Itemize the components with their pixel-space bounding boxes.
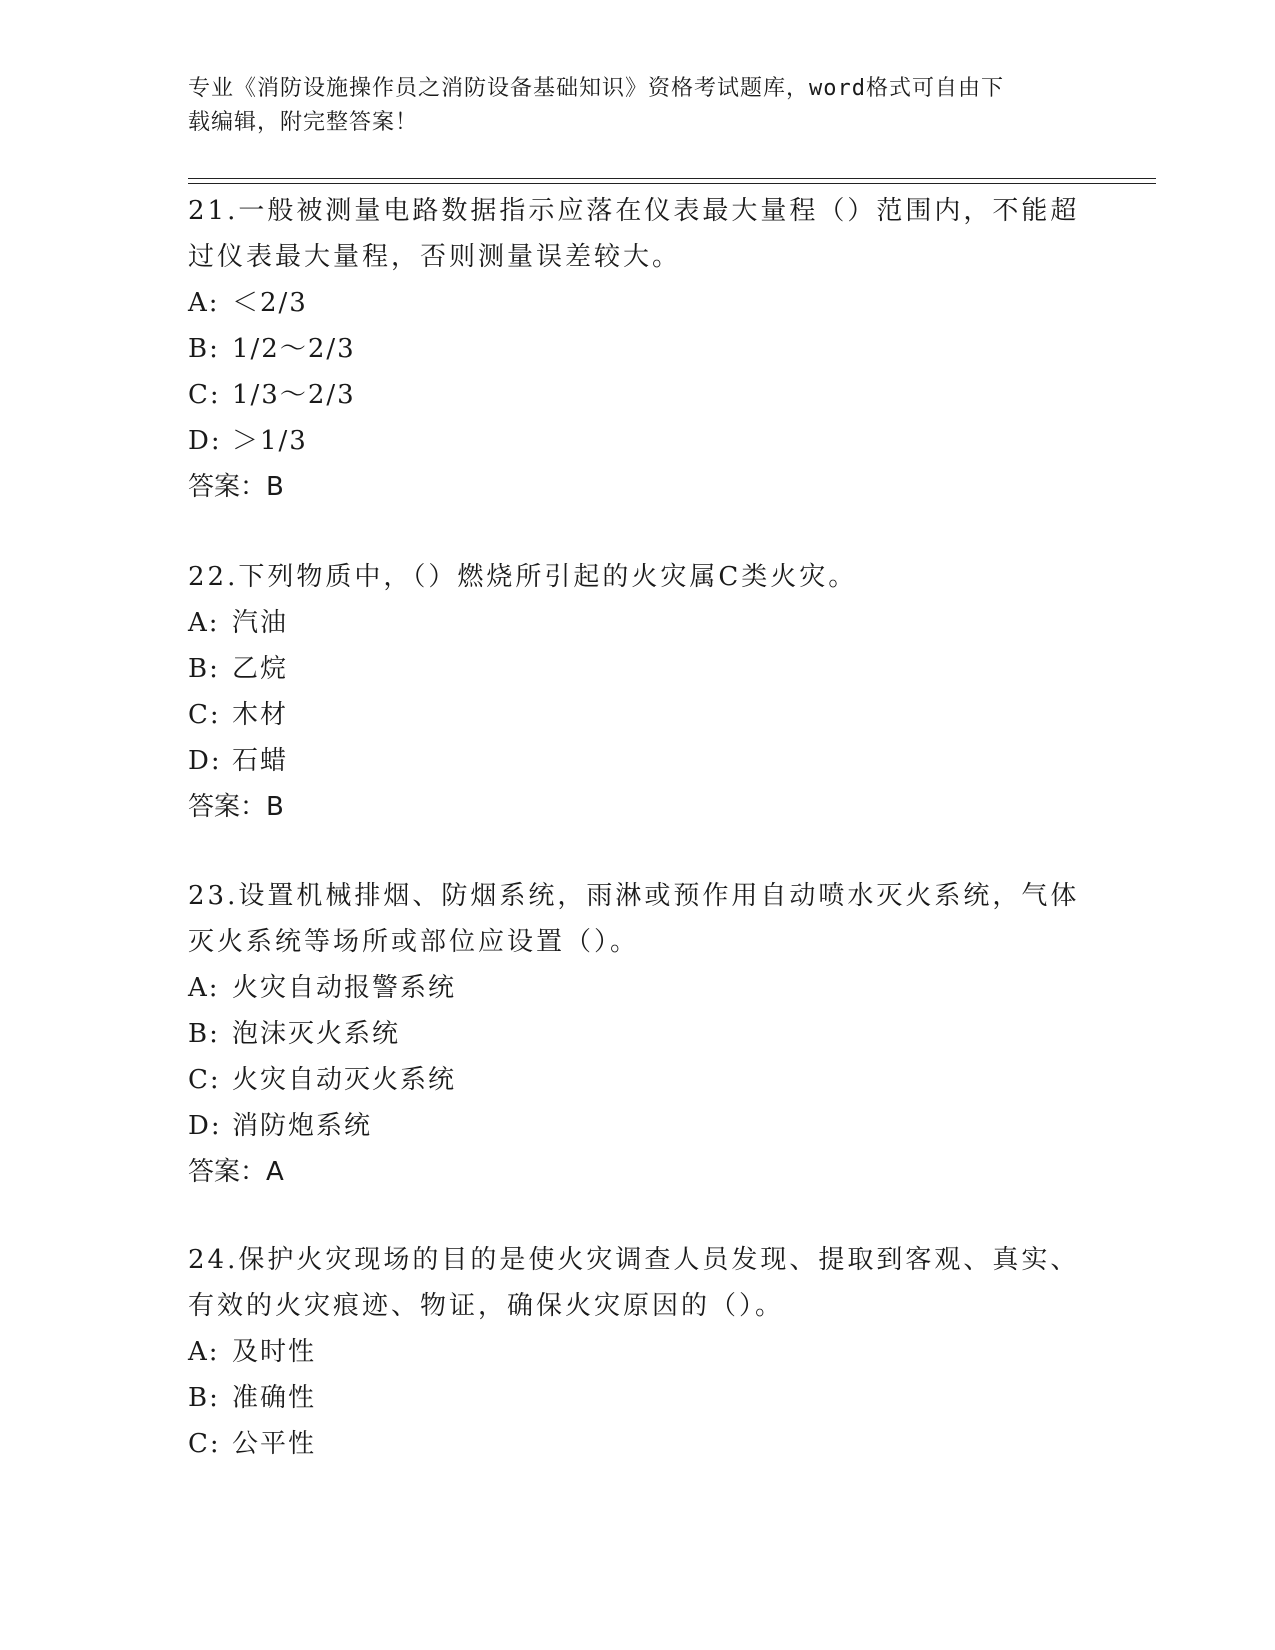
question-stem: 24.保护火灾现场的目的是使火灾调查人员发现、提取到客观、真实、有效的火灾痕迹、物证，确保火灾原因的（）。 — [188, 1245, 1080, 1321]
question-24 — [188, 1237, 1088, 1467]
option-a — [188, 1329, 1088, 1375]
question-21 — [188, 188, 1088, 510]
option-letter: D: — [188, 426, 222, 456]
option-letter: A: — [188, 288, 220, 318]
option-text: 1/2～2/3 — [232, 334, 356, 364]
option-text: 1/3～2/3 — [232, 380, 356, 410]
option-text: 石蜡 — [232, 746, 289, 776]
option-letter: A: — [188, 973, 220, 1003]
question-stem: 22.下列物质中，（）燃烧所引起的火灾属C类火灾。 — [188, 562, 858, 592]
question-stem: 23.设置机械排烟、防烟系统，雨淋或预作用自动喷水灭火系统，气体灭火系统等场所或部位应设置（）。 — [188, 881, 1080, 957]
option-text: 火灾自动报警系统 — [232, 973, 457, 1003]
option-letter: B: — [188, 334, 220, 364]
option-c — [188, 372, 1088, 418]
option-text: 汽油 — [232, 608, 289, 638]
option-b — [188, 1011, 1088, 1057]
option-c — [188, 692, 1088, 738]
option-letter: D: — [188, 746, 222, 776]
option-text: 泡沫灭火系统 — [232, 1019, 401, 1049]
option-letter: C: — [188, 380, 221, 410]
option-text: 及时性 — [232, 1337, 317, 1367]
intro-line-2: 载编辑，附完整答案！ — [188, 110, 419, 135]
answer-line: 答案：A — [188, 1157, 284, 1187]
option-text: 乙烷 — [232, 654, 289, 684]
option-b — [188, 326, 1088, 372]
option-text: 木材 — [232, 700, 289, 730]
option-letter: C: — [188, 1429, 221, 1459]
intro-line-1: 专业《消防设施操作员之消防设备基础知识》资格考试题库，word格式可自由下 — [188, 76, 1004, 101]
question-stem: 21.一般被测量电路数据指示应落在仪表最大量程（）范围内，不能超过仪表最大量程，否则测量误差较大。 — [188, 196, 1080, 272]
question-22 — [188, 554, 1088, 830]
option-d — [188, 738, 1088, 784]
option-letter: C: — [188, 700, 221, 730]
option-text: 火灾自动灭火系统 — [232, 1065, 457, 1095]
option-a — [188, 600, 1088, 646]
answer-line: 答案：B — [188, 792, 284, 822]
option-letter: A: — [188, 1337, 220, 1367]
option-a — [188, 280, 1088, 326]
option-letter: B: — [188, 1383, 220, 1413]
option-c — [188, 1057, 1088, 1103]
option-letter: B: — [188, 1019, 220, 1049]
header-divider-bottom — [188, 183, 1156, 184]
option-text: 公平性 — [232, 1429, 317, 1459]
option-text: 准确性 — [232, 1383, 317, 1413]
option-letter: A: — [188, 608, 220, 638]
option-c — [188, 1421, 1088, 1467]
option-b — [188, 1375, 1088, 1421]
option-text: ＜2/3 — [232, 288, 308, 318]
option-letter: B: — [188, 654, 220, 684]
option-a — [188, 965, 1088, 1011]
option-letter: C: — [188, 1065, 221, 1095]
header-divider-top — [188, 178, 1156, 179]
question-23 — [188, 873, 1088, 1195]
option-letter: D: — [188, 1111, 222, 1141]
option-d — [188, 1103, 1088, 1149]
option-d — [188, 418, 1088, 464]
answer-line: 答案：B — [188, 472, 284, 502]
option-text: 消防炮系统 — [232, 1111, 373, 1141]
option-b — [188, 646, 1088, 692]
document-intro — [188, 72, 1088, 140]
option-text: ＞1/3 — [232, 426, 308, 456]
